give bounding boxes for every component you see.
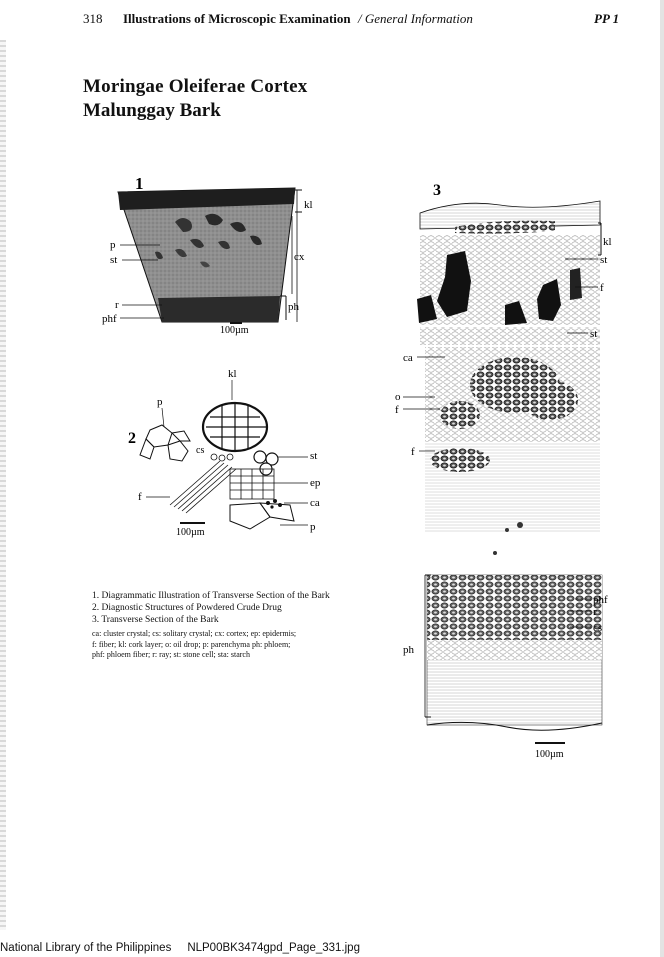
- fig3-scale: 100µm: [535, 749, 564, 760]
- title-common: Malunggay Bark: [83, 100, 221, 121]
- fig3-label-st-mid: st: [590, 328, 598, 340]
- figure-2-diagram: [110, 365, 350, 545]
- page-number: 318: [83, 11, 103, 26]
- section-label: / General Information: [358, 11, 473, 26]
- legend-item: 1. Diagrammatic Illustration of Transverse Section of the Bark: [92, 591, 330, 601]
- footer-library: National Library of the Philippines: [0, 942, 172, 954]
- fig3-label-f-top: f: [600, 282, 604, 294]
- fig3-number: 3: [433, 182, 441, 199]
- title-latin: Moringae Oleiferae Cortex: [83, 76, 308, 97]
- page-code: PP 1: [594, 11, 620, 26]
- fig1-label-phf: phf: [102, 313, 117, 325]
- fig3-label-ph: ph: [403, 644, 414, 656]
- fig2-label-p-top: p: [157, 396, 163, 408]
- fig2-label-f: f: [138, 491, 142, 503]
- fig2-label-ep: ep: [310, 477, 321, 489]
- fig2-label-p-bottom: p: [310, 521, 316, 533]
- legend-item: 3. Transverse Section of the Bark: [92, 615, 219, 625]
- footer: [0, 942, 360, 954]
- fig1-number: 1: [135, 174, 144, 193]
- fig3-label-f-low: f: [411, 446, 415, 458]
- fig3-label-ca: ca: [403, 352, 413, 364]
- fig3-label-r: r: [593, 606, 597, 618]
- fig1-label-r: r: [115, 299, 119, 311]
- fig3-label-f-mid: f: [395, 404, 399, 416]
- abbreviation-line: ca: cluster crystal; cs: solitary crystal; cx: cortex; ep: epidermis;: [92, 629, 297, 638]
- fig3-label-kl: kl: [603, 236, 612, 248]
- fig2-number: 2: [128, 430, 136, 447]
- footer-file: NLP00BK3474gpd_Page_331.jpg: [187, 942, 360, 954]
- fig1-label-st: st: [110, 254, 118, 266]
- fig1-label-ph: ph: [288, 301, 299, 313]
- abbreviation-line: f: fiber; kl: cork layer; o: oil drop; p: parenchyma ph: phloem;: [92, 639, 291, 649]
- fig1-label-p: p: [110, 239, 116, 251]
- abbreviation-line: phf: phloem fiber; r: ray; st: stone cell; sta: starch: [92, 650, 250, 659]
- fig1-scale: 100µm: [220, 325, 249, 336]
- fig2-scale: 100µm: [176, 527, 205, 538]
- figure-legend: [92, 590, 382, 661]
- fig1-label-kl: kl: [304, 199, 313, 211]
- scan-right-edge: [660, 0, 664, 957]
- figure-3-micrograph: [395, 175, 625, 765]
- fig2-label-ca: ca: [310, 497, 320, 509]
- fig3-label-st-top: st: [600, 254, 608, 266]
- fig3-label-o: o: [395, 391, 401, 403]
- fig3-label-cs: cs: [593, 622, 603, 634]
- fig2-label-kl: kl: [228, 368, 237, 380]
- abbreviation-list: [92, 629, 382, 661]
- legend-item: 2. Diagnostic Structures of Powdered Crude Drug: [92, 603, 282, 613]
- book-title: Illustrations of Microscopic Examination: [123, 11, 351, 26]
- fig2-label-cs: cs: [196, 445, 205, 456]
- fig2-label-st: st: [310, 450, 318, 462]
- fig1-label-cx: cx: [294, 251, 305, 263]
- figure-1-diagram: [80, 170, 340, 340]
- scan-left-edge: [0, 40, 6, 930]
- fig3-label-phf: phf: [593, 594, 608, 606]
